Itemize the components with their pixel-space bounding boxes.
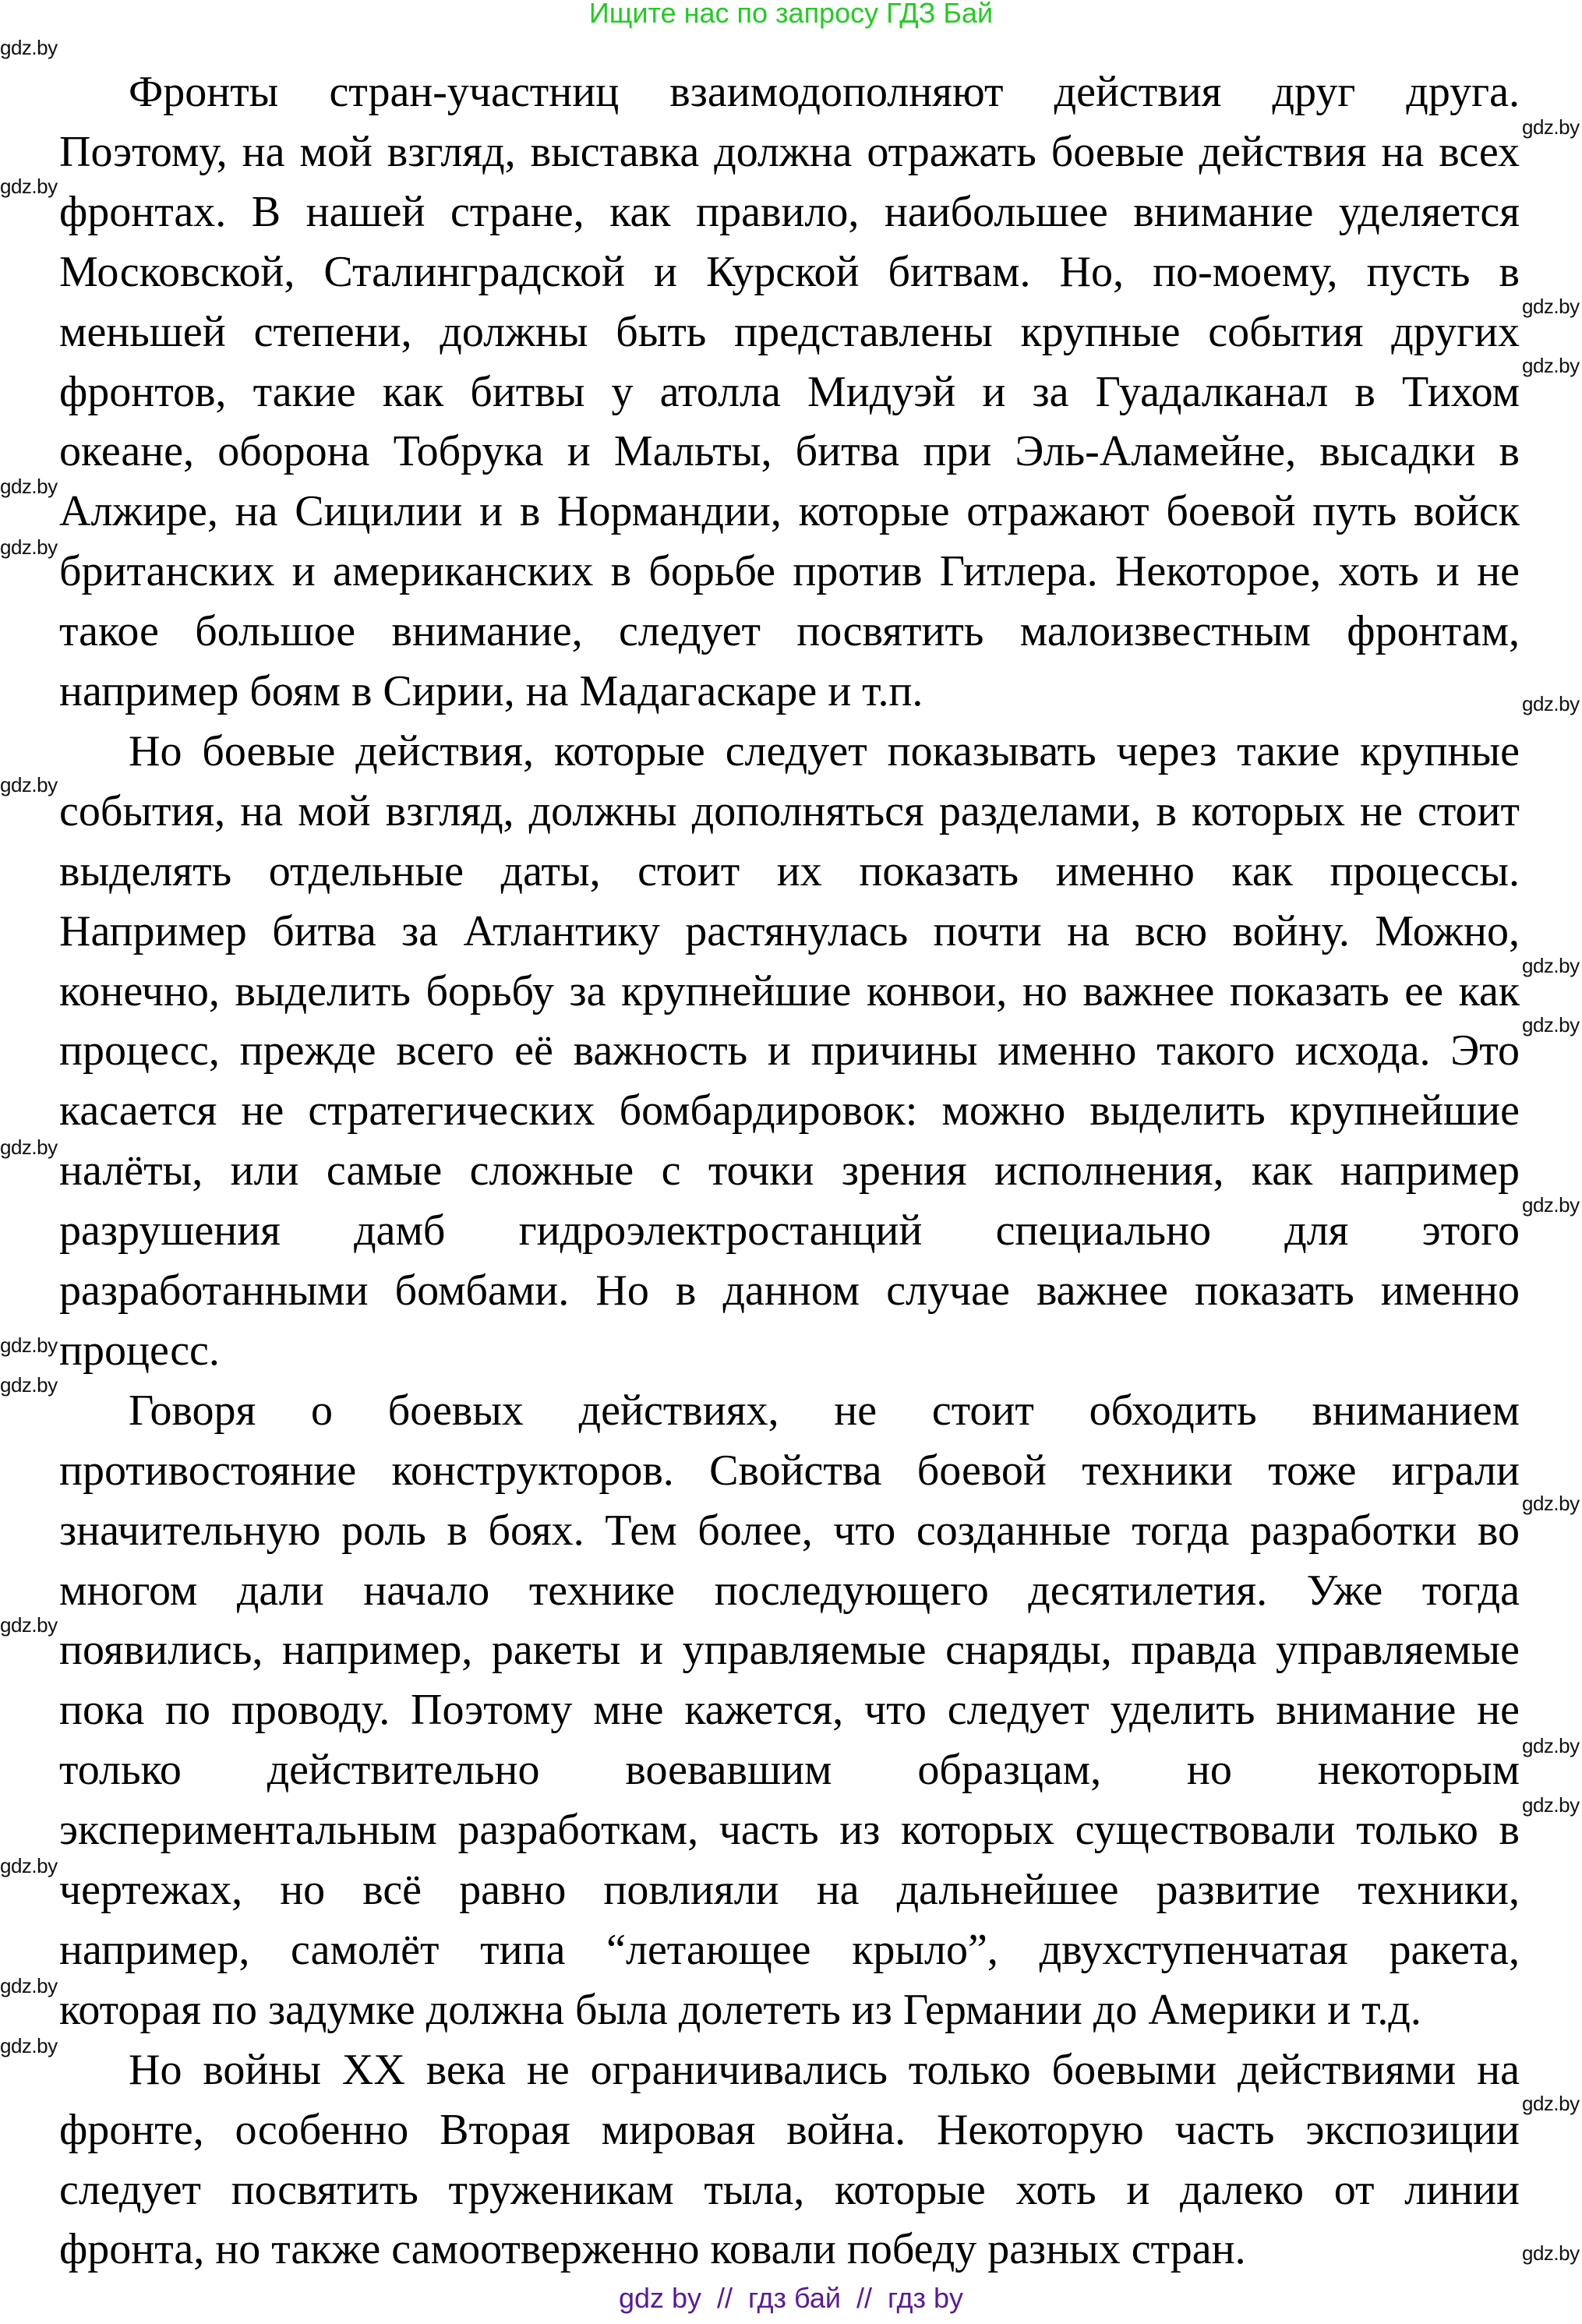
text-line: такое большое внимание, следует посвятить малоизвестным фронтам, [59, 607, 1520, 656]
watermark-text: gdz.by [0, 175, 58, 199]
text-line: процесс. [59, 1326, 220, 1375]
text-line: Алжире, на Сицилии и в Нормандии, которые отражают боевой путь войск [59, 487, 1520, 536]
text-line: следует посвятить труженикам тыла, которые хоть и далеко от линии [59, 2165, 1520, 2214]
text-line: разрушения дамб гидроэлектростанций специально для этого [59, 1206, 1520, 1256]
watermark-text: gdz.by [0, 35, 58, 59]
watermark-text: gdz.by [1522, 294, 1580, 318]
header-banner[interactable]: Ищите нас по запросу ГДЗ Бай [588, 0, 994, 29]
text-line: налёты, или самые сложные с точки зрения исполнения, как например [59, 1146, 1520, 1196]
text-line: пока по проводу. Поэтому мне кажется, что следует уделить внимание не [59, 1686, 1520, 1735]
watermark-text: gdz.by [0, 1854, 58, 1877]
watermark-text: gdz.by [1522, 953, 1580, 977]
text-line: касается не стратегических бомбардировок: можно выделить крупнейшие [59, 1086, 1520, 1136]
watermark-text: gdz.by [0, 1973, 58, 1997]
text-line: фронтах. В нашей стране, как правило, наибольшее внимание уделяется [59, 187, 1520, 236]
text-line: Московской, Сталинградской и Курской битвам. Но, по-моему, пусть в [59, 247, 1520, 296]
text-line: Но войны XX века не ограничивались только боевыми действиями на [129, 2045, 1520, 2094]
text-line: например, самолёт типа “летающее крыло”, двухступенчатая ракета, [59, 1925, 1520, 1974]
watermark-text: gdz.by [1522, 353, 1580, 377]
text-line: экспериментальным разработкам, часть из которых существовали только в [59, 1806, 1520, 1855]
text-line: Поэтому, на мой взгляд, выставка должна отражать боевые действия на всех [59, 127, 1520, 176]
text-line: фронте, особенно Вторая мировая война. Некоторую часть экспозиции [59, 2105, 1520, 2154]
watermark-text: gdz.by [1522, 1012, 1580, 1037]
watermark-text: gdz.by [0, 1136, 58, 1160]
watermark-text: gdz.by [1522, 1193, 1580, 1217]
watermark-text: gdz.by [0, 1333, 58, 1358]
text-line: конечно, выделить борьбу за крупнейшие конвои, но важнее показать ее как [59, 966, 1520, 1015]
watermark-text: gdz.by [0, 1373, 58, 1397]
watermark-text: gdz.by [1522, 1492, 1580, 1516]
watermark-text: gdz.by [1522, 1734, 1580, 1758]
text-line: меньшей степени, должны быть представлены крупные события других [59, 307, 1520, 356]
watermark-text: gdz.by [0, 773, 58, 797]
text-line: чертежах, но всё равно повлияли на дальнейшее развитие техники, [59, 1866, 1520, 1914]
text-line: выделять отдельные даты, стоит их показать именно как процессы. [59, 846, 1520, 895]
watermark-text: gdz.by [0, 2034, 58, 2058]
footer-links[interactable]: gdz by // гдз бай // гдз by [618, 2282, 964, 2314]
text-line: значительную роль в боях. Тем более, что созданные тогда разработки во [59, 1506, 1520, 1555]
text-line: разработанными бомбами. Но в данном случае важнее показать именно [59, 1266, 1520, 1315]
watermark-text: gdz.by [1522, 1793, 1580, 1817]
text-line: фронта, но также самоотверженно ковали победу разных стран. [59, 2225, 1246, 2274]
watermark-text: gdz.by [0, 1612, 58, 1637]
text-line: Говоря о боевых действиях, не стоит обходить вниманием [129, 1386, 1520, 1435]
text-line: например боям в Сирии, на Мадагаскаре и т.п. [59, 667, 923, 715]
text-line: океане, оборона Тобрука и Мальты, битва при Эль-Аламейне, высадки в [59, 427, 1520, 476]
watermark-text: gdz.by [1522, 2092, 1580, 2116]
text-line: многом дали начало технике последующего десятилетия. Уже тогда [59, 1566, 1520, 1615]
watermark-text: gdz.by [0, 475, 58, 499]
text-line: только действительно воевавшим образцам, но некоторым [59, 1746, 1520, 1795]
text-line: противостояние конструкторов. Свойства боевой техники тоже играли [59, 1446, 1520, 1495]
watermark-text: gdz.by [1522, 691, 1580, 715]
watermark-text: gdz.by [1522, 115, 1580, 140]
text-line: появились, например, ракеты и управляемые снаряды, правда управляемые [59, 1626, 1520, 1675]
text-line: Фронты стран-участниц взаимодополняют действия друг друга. [129, 68, 1520, 116]
text-line: фронтов, такие как битвы у атолла Мидуэй и за Гуадалканал в Тихом [59, 367, 1520, 416]
text-line: которая по задумке должна была долететь из Германии до Америки и т.д. [59, 1985, 1421, 2034]
watermark-text: gdz.by [0, 535, 58, 559]
watermark-text: gdz.by [1522, 2241, 1580, 2266]
text-line: Например битва за Атлантику растянулась почти на всю войну. Можно, [59, 906, 1520, 955]
text-line: события, на мой взгляд, должны дополняться разделами, в которых не стоит [59, 786, 1520, 835]
text-line: Но боевые действия, которые следует показывать через такие крупные [129, 726, 1520, 775]
text-line: британских и американских в борьбе против Гитлера. Некоторое, хоть и не [59, 547, 1520, 596]
text-line: процесс, прежде всего её важность и причины именно такого исхода. Это [59, 1026, 1520, 1075]
